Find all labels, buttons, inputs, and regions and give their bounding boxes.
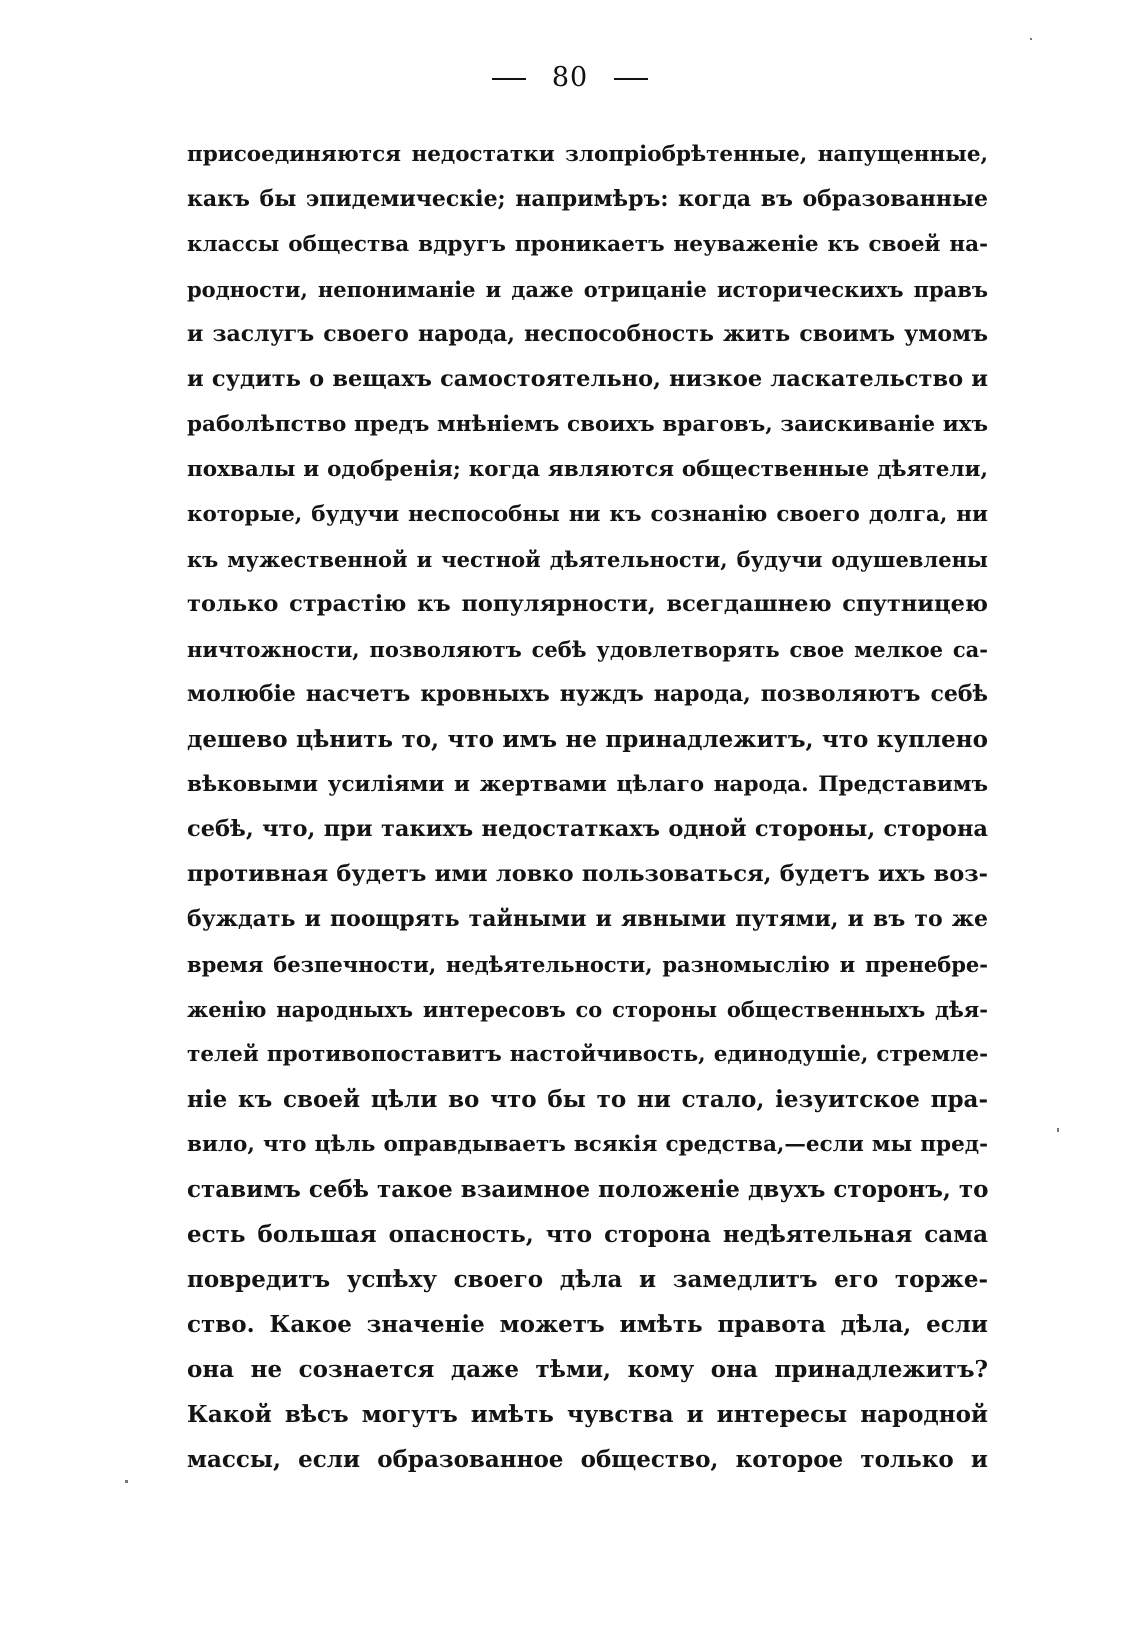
text-line: телей противопоставитъ настойчивость, единодушіе, стремле- — [187, 1042, 988, 1067]
page-number: 80 — [551, 62, 589, 93]
left-dash — [492, 78, 526, 80]
text-line: противная будетъ ими ловко пользоваться, будетъ ихъ воз- — [187, 861, 988, 887]
text-line: ставимъ себѣ такое взаимное положеніе двухъ сторонъ, то — [187, 1176, 988, 1203]
page-number-header — [0, 62, 1140, 93]
text-line: которые, будучи неспособны ни къ сознанію своего долга, ни — [187, 502, 988, 527]
text-line: только страстію къ популярности, всегдашнею спутницею — [187, 591, 988, 617]
text-line: вѣковыми усиліями и жертвами цѣлаго народа. Представимъ — [187, 772, 988, 797]
text-line: похвалы и одобренія; когда являются общественные дѣятели, — [187, 457, 988, 482]
text-line: классы общества вдругъ проникаетъ неуваженіе къ своей на- — [187, 232, 988, 257]
paper-speck — [1057, 1128, 1059, 1132]
text-line: родности, непониманіе и даже отрицаніе историческихъ правъ — [187, 277, 988, 302]
text-line: молюбіе насчетъ кровныхъ нуждъ народа, позволяютъ себѣ — [187, 681, 988, 707]
text-line: ніе къ своей цѣли во что бы то ни стало, іезуитское пра- — [187, 1086, 988, 1113]
text-line: раболѣпство предъ мнѣніемъ своихъ враговъ, заискиваніе ихъ — [187, 412, 988, 437]
paper-speck — [125, 1480, 128, 1483]
text-line: ничтожности, позволяютъ себѣ удовлетворять свое мелкое са- — [187, 637, 988, 662]
right-dash — [614, 78, 648, 80]
text-line: присоединяются недостатки злопріобрѣтенные, напущенные, — [187, 142, 988, 167]
text-line: вило, что цѣль оправдываетъ всякія средства,—если мы пред- — [187, 1132, 988, 1157]
paper-speck — [1030, 38, 1032, 40]
text-line: массы, если образованное общество, которое только и — [187, 1446, 988, 1473]
text-line: и судить о вещахъ самостоятельно, низкое ласкательство и — [187, 366, 988, 392]
text-line: есть большая опасность, что сторона недѣятельная сама — [187, 1221, 988, 1248]
text-line: какъ бы эпидемическіе; напримѣръ: когда въ образованные — [187, 186, 988, 212]
text-line: женію народныхъ интересовъ со стороны общественныхъ дѣя- — [187, 997, 988, 1022]
text-line: повредитъ успѣху своего дѣла и замедлитъ его торже- — [187, 1266, 988, 1293]
text-line: она не сознается даже тѣми, кому она принадлежитъ? — [187, 1356, 988, 1383]
text-line: ство. Какое значеніе можетъ имѣть правота дѣла, если — [187, 1311, 988, 1338]
text-line: и заслугъ своего народа, неспособность жить своимъ умомъ — [187, 321, 988, 347]
text-line: дешево цѣнить то, что имъ не принадлежитъ, что куплено — [187, 726, 988, 753]
text-line: къ мужественной и честной дѣятельности, будучи одушевлены — [187, 547, 988, 572]
text-line: себѣ, что, при такихъ недостаткахъ одной стороны, сторона — [187, 816, 988, 842]
text-line: время безпечности, недѣятельности, разномыслію и пренебре- — [187, 952, 988, 977]
body-text — [187, 132, 988, 1482]
text-line: буждать и поощрять тайными и явными путями, и въ то же — [187, 906, 988, 932]
text-line: Какой вѣсъ могутъ имѣть чувства и интересы народной — [187, 1401, 988, 1428]
